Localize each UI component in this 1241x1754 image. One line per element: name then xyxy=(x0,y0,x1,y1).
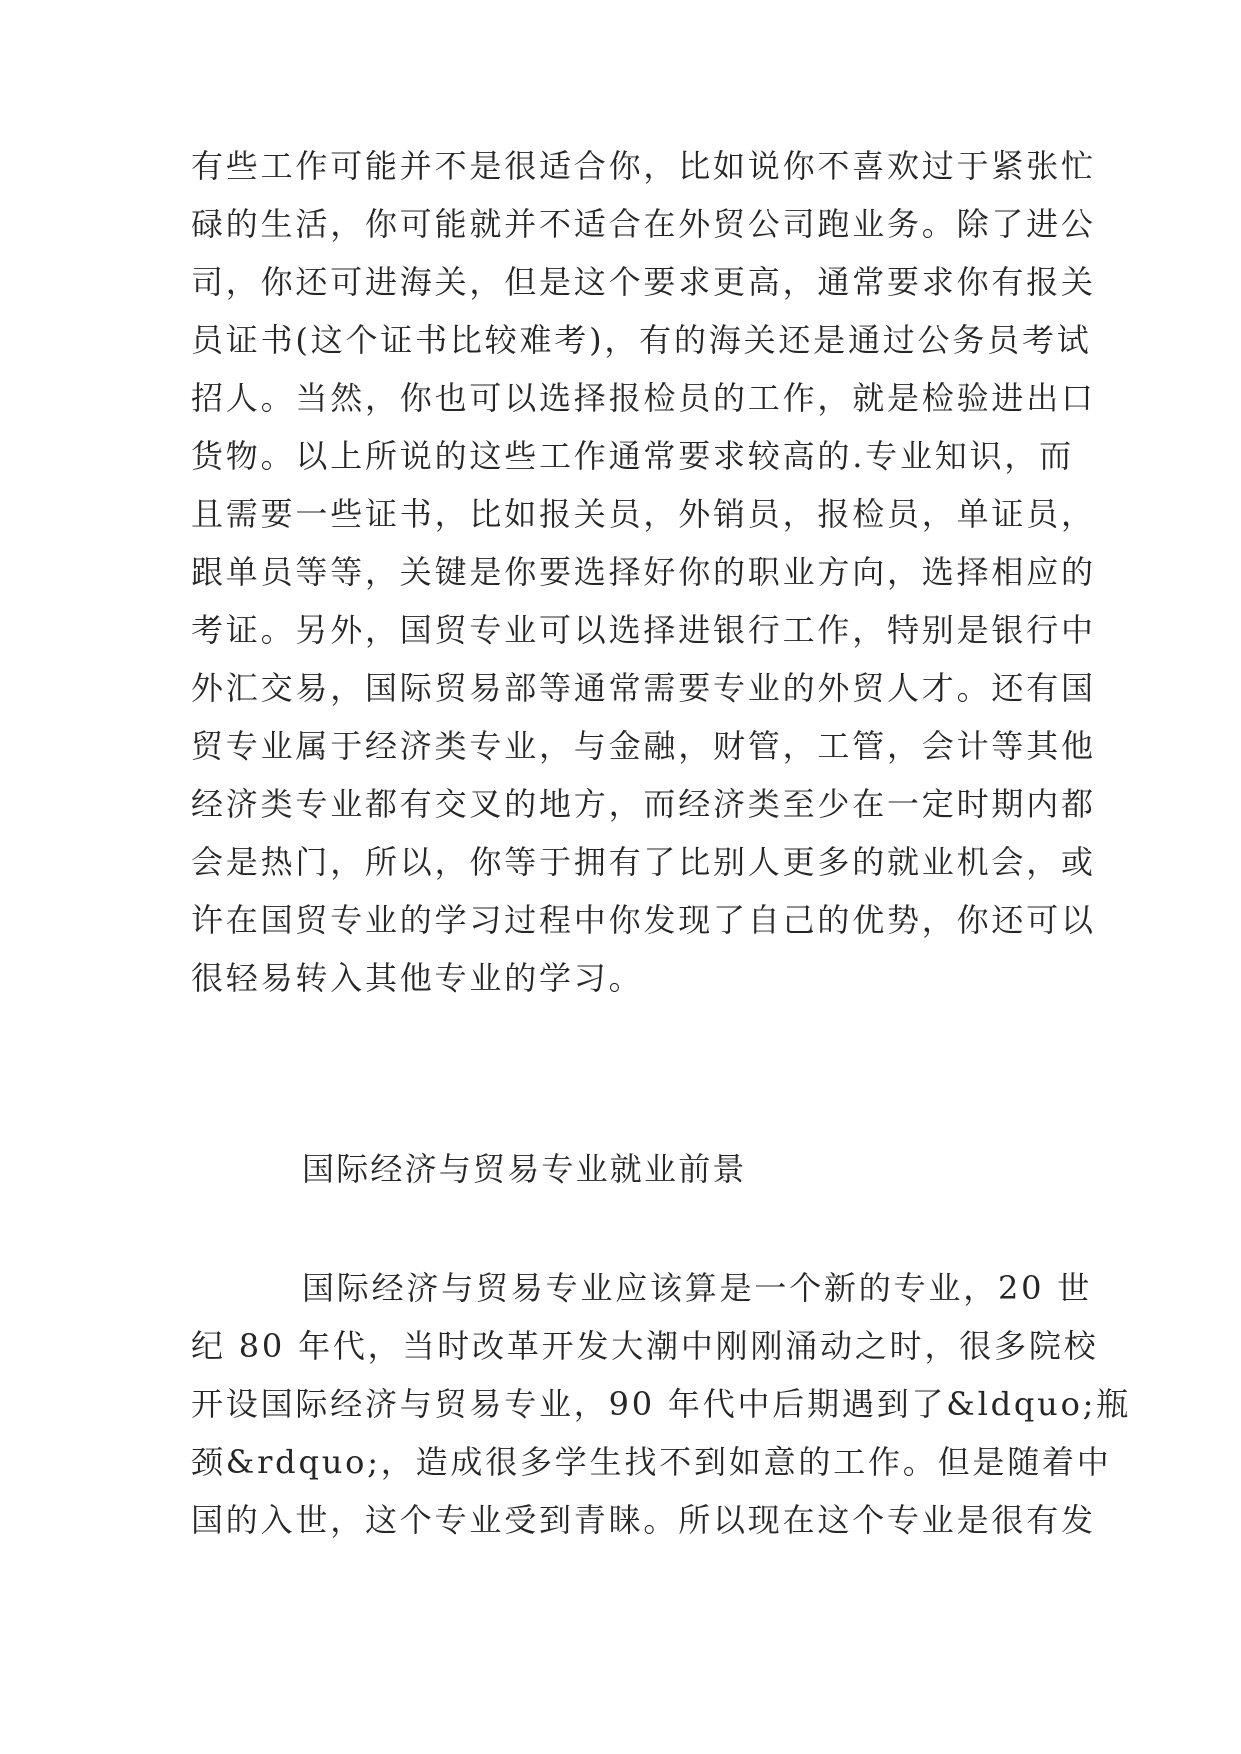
paragraph-line: 颈&rdquo;，造成很多学生找不到如意的工作。但是随着中 xyxy=(191,1443,1112,1481)
paragraph-line: 经济类专业都有交叉的地方，而经济类至少在一定时期内都 xyxy=(191,785,1096,823)
paragraph-line: 国的入世，这个专业受到青睐。所以现在这个专业是很有发 xyxy=(191,1501,1096,1539)
paragraph-line: 会是热门，所以，你等于拥有了比别人更多的就业机会，或 xyxy=(191,843,1096,881)
paragraph-line: 很轻易转入其他专业的学习。 xyxy=(191,959,644,997)
paragraph-line: 考证。另外，国贸专业可以选择进银行工作，特别是银行中 xyxy=(191,611,1096,649)
section-title: 国际经济与贸易专业就业前景 xyxy=(302,1150,747,1188)
paragraph-line: 纪 80 年代，当时改革开发大潮中刚刚涌动之时，很多院校 xyxy=(191,1327,1099,1365)
paragraph-line: 招人。当然，你也可以选择报检员的工作，就是检验进出口 xyxy=(191,379,1096,417)
paragraph-line: 货物。以上所说的这些工作通常要求较高的.专业知识，而 xyxy=(191,437,1074,475)
paragraph-line: 外汇交易，国际贸易部等通常需要专业的外贸人才。还有国 xyxy=(191,669,1096,707)
paragraph-line: 且需要一些证书，比如报关员，外销员，报检员，单证员， xyxy=(191,495,1096,533)
paragraph-line: 跟单员等等，关键是你要选择好你的职业方向，选择相应的 xyxy=(191,553,1096,591)
paragraph-line: 贸专业属于经济类专业，与金融，财管，工管，会计等其他 xyxy=(191,727,1096,765)
paragraph-line: 员证书(这个证书比较难考)，有的海关还是通过公务员考试 xyxy=(191,321,1092,359)
paragraph-line: 许在国贸专业的学习过程中你发现了自己的优势，你还可以 xyxy=(191,901,1096,939)
paragraph-line: 国际经济与贸易专业应该算是一个新的专业，20 世 xyxy=(302,1269,1093,1307)
paragraph-line: 开设国际经济与贸易专业，90 年代中后期遇到了&ldquo;瓶 xyxy=(191,1385,1132,1423)
paragraph-line: 有些工作可能并不是很适合你，比如说你不喜欢过于紧张忙 xyxy=(191,147,1096,185)
paragraph-line: 碌的生活，你可能就并不适合在外贸公司跑业务。除了进公 xyxy=(191,205,1096,243)
paragraph-line: 司，你还可进海关，但是这个要求更高，通常要求你有报关 xyxy=(191,263,1096,301)
